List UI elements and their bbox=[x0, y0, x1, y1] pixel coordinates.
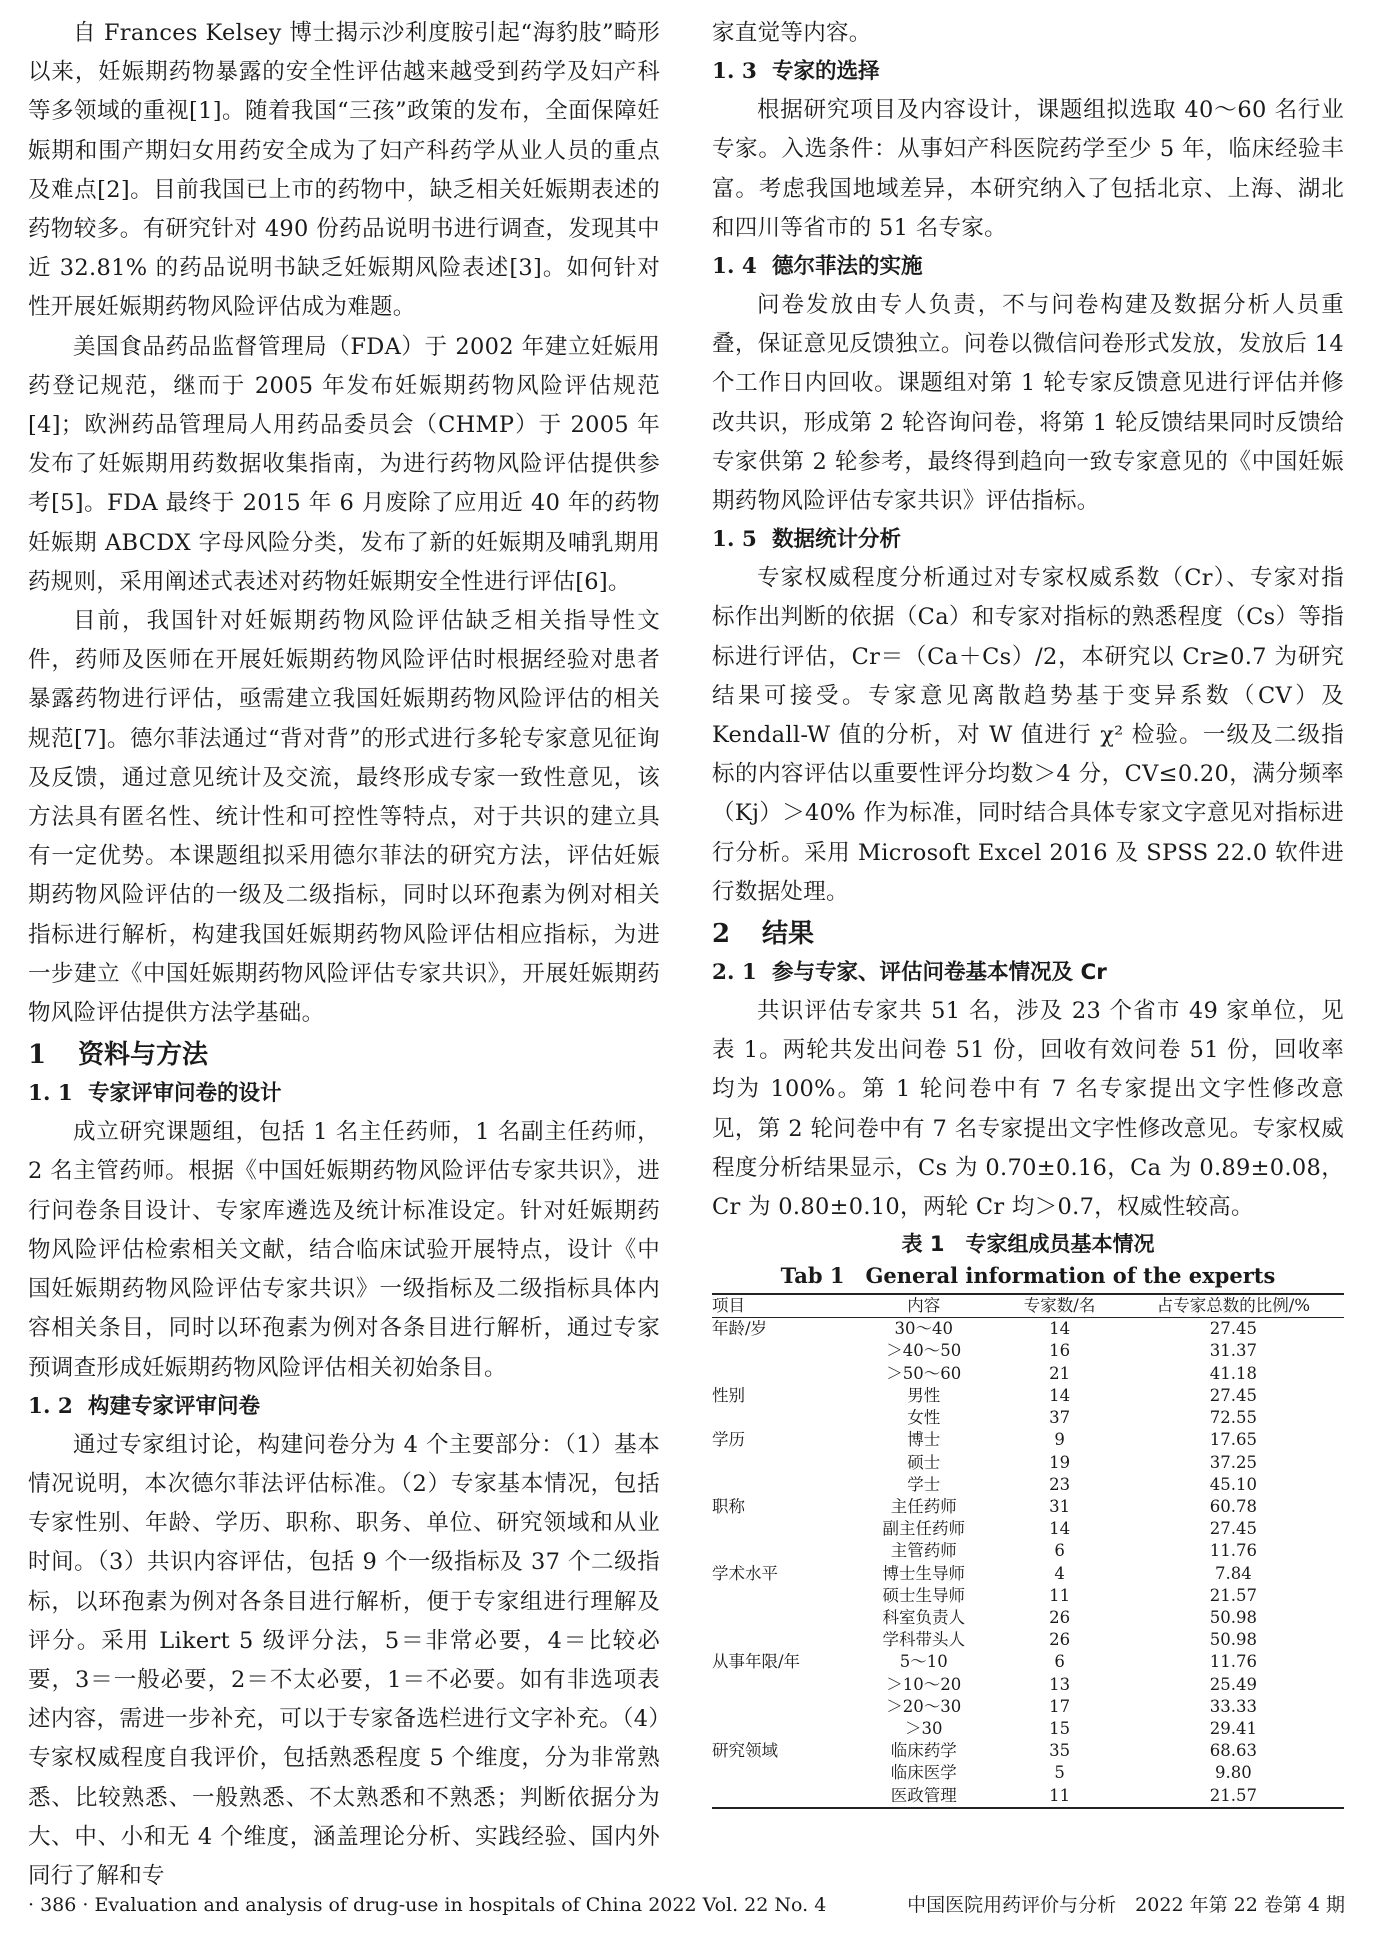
table-cell: 从事年限/年 bbox=[712, 1652, 801, 1672]
table-cell: 副主任药师 bbox=[882, 1519, 965, 1539]
table-cell: 21 bbox=[1049, 1363, 1071, 1383]
table-cell: 13 bbox=[1049, 1674, 1071, 1694]
subsection-1-3-paragraph: 根据研究项目及内容设计，课题组拟选取 40～60 名行业专家。入选条件：从事妇产科医院药学至少 5 年，临床经验丰富。考虑我国地域差异，本研究纳入了包括北京、上海、湖北和四川等省市的 51 名专家。 bbox=[712, 97, 1344, 241]
table-cell: 27.45 bbox=[1209, 1319, 1258, 1339]
table-cell: 26 bbox=[1049, 1630, 1071, 1650]
table-cell bbox=[712, 1607, 851, 1629]
table-header-row bbox=[712, 1294, 1344, 1318]
table-cell: 研究领域 bbox=[712, 1741, 778, 1761]
subsection-2-1-paragraph: 共识评估专家共 51 名，涉及 23 个省市 49 家单位，见表 1。两轮共发出问卷 51 份，回收有效问卷 51 份，回收率均为 100%。第 1 轮问卷中有 7 名专家提出文字性修改意见，第 2 轮问卷中有 7 名专家提出文字性修改意见。专家权威程度分析结果显示，Cs 为 0.70±0.16，Ca 为 0.89±0.08，Cr 为 0.80±0.10，两轮 Cr 均＞0.7，权威性较高。 bbox=[712, 998, 1344, 1221]
table-row bbox=[712, 1340, 1344, 1362]
subsection-1-2-heading bbox=[28, 1388, 660, 1426]
table-cell: 6 bbox=[1054, 1652, 1065, 1672]
subsection-number: 1. 5 bbox=[712, 527, 757, 553]
table-cell: 7.84 bbox=[1215, 1563, 1252, 1583]
table-cell bbox=[712, 1585, 851, 1607]
table-row bbox=[712, 1429, 1344, 1451]
subsection-number: 1. 4 bbox=[712, 254, 757, 280]
subsection-1-4-heading bbox=[712, 248, 1344, 286]
table-cell: 26 bbox=[1049, 1607, 1071, 1627]
right-column bbox=[712, 14, 1344, 1809]
continued-paragraph: 家直觉等内容。 bbox=[712, 20, 872, 46]
table-cell: 37.25 bbox=[1209, 1452, 1258, 1472]
intro-paragraph-2: 美国食品药品监督管理局（FDA）于 2002 年建立妊娠用药登记规范，继而于 2005 年发布妊娠期药物风险评估规范[4]；欧洲药品管理局人用药品委员会（CHMP）于 2005 年发布了妊娠期用药数据收集指南，为进行药物风险评估提供参考[5]。FDA 最终于 2015 年 6 月废除了应用近 40 年的药物妊娠期 ABCDX 字母风险分类，发布了新的妊娠期及哺乳期用药规则，采用阐述式表述对药物妊娠期安全性进行评估[6]。 bbox=[28, 333, 660, 595]
table-cell: 主任药师 bbox=[890, 1496, 957, 1516]
table-caption-english: Tab 1 General information of the experts bbox=[780, 1263, 1276, 1289]
section-number: 2 bbox=[712, 919, 731, 950]
subsection-number: 1. 1 bbox=[28, 1081, 73, 1107]
table-cell: 11 bbox=[1049, 1585, 1071, 1605]
table-cell: 17.65 bbox=[1209, 1430, 1258, 1450]
table-cell: 性别 bbox=[712, 1385, 745, 1405]
table-row bbox=[712, 1696, 1344, 1718]
table-cell: 11.76 bbox=[1209, 1652, 1258, 1672]
subsection-number: 1. 3 bbox=[712, 59, 757, 85]
table-cell: 14 bbox=[1049, 1519, 1071, 1539]
table-cell: 临床医学 bbox=[890, 1763, 957, 1783]
table-cell: 14 bbox=[1049, 1319, 1071, 1339]
subsection-1-2-paragraph: 通过专家组讨论，构建问卷分为 4 个主要部分：（1）基本情况说明，本次德尔菲法评估标准。（2）专家基本情况，包括专家性别、年龄、学历、职称、职务、单位、研究领域和从业时间。（3）共识内容评估，包括 9 个一级指标及 37 个二级指标，以环孢素为例对各条目进行解析，便于专家组进行理解及评分。采用 Likert 5 级评分法，5＝非常必要，4＝比较必要，3＝一般必要，2＝不太必要，1＝不必要。如有非选项表述内容，需进一步补充，可以于专家备选栏进行文字补充。（4）专家权威程度自我评价，包括熟悉程度 5 个维度，分为非常熟悉、比较熟悉、一般熟悉、不太熟悉和不熟悉；判断依据分为大、中、小和无 4 个维度，涵盖理论分析、实践经验、国内外同行了解和专 bbox=[28, 1431, 660, 1889]
table-cell: 6 bbox=[1054, 1541, 1065, 1561]
table-cell bbox=[712, 1696, 851, 1718]
subsection-2-1-heading bbox=[712, 954, 1344, 992]
table-cell: 27.45 bbox=[1209, 1519, 1258, 1539]
table-cell: 37 bbox=[1049, 1408, 1071, 1428]
table-cell bbox=[712, 1540, 851, 1562]
table-row bbox=[712, 1740, 1344, 1762]
table-cell bbox=[712, 1363, 851, 1385]
table-cell: 4 bbox=[1054, 1563, 1065, 1583]
intro-paragraph-1: 自 Frances Kelsey 博士揭示沙利度胺引起“海豹肢”畸形以来，妊娠期药物暴露的安全性评估越来越受到药学及妇产科等多领域的重视[1]。随着我国“三孩”政策的发布，全面保障妊娠期和围产期妇女用药安全成为了妇产科药学从业人员的重点及难点[2]。目前我国已上市的药物中，缺乏相关妊娠期表述的药物较多。有研究针对 490 份药品说明书进行调查，发现其中近 32.81% 的药品说明书缺乏妊娠期风险表述[3]。如何针对性开展妊娠期药物风险评估成为难题。 bbox=[28, 20, 660, 321]
intro-paragraph-3: 目前，我国针对妊娠期药物风险评估缺乏相关指导性文件，药师及医师在开展妊娠期药物风险评估时根据经验对患者暴露药物进行评估，亟需建立我国妊娠期药物风险评估的相关规范[7]。德尔菲法通过“背对背”的形式进行多轮专家意见征询及反馈，通过意见统计及交流，最终形成专家一致性意见，该方法具有匿名性、统计性和可控性等特点，对于共识的建立具有一定优势。本课题组拟采用德尔菲法的研究方法，评估妊娠期药物风险评估的一级及二级指标，同时以环孢素为例对相关指标进行解析，构建我国妊娠期药物风险评估相应指标，为进一步建立《中国妊娠期药物风险评估专家共识》，开展妊娠期药物风险评估提供方法学基础。 bbox=[28, 608, 660, 1027]
table-header-cell: 内容 bbox=[907, 1296, 941, 1316]
table-row bbox=[712, 1318, 1344, 1341]
table-row bbox=[712, 1785, 1344, 1808]
table-cell: 职称 bbox=[712, 1496, 745, 1516]
table-cell: 33.33 bbox=[1209, 1696, 1258, 1716]
table-cell: 30～40 bbox=[894, 1319, 953, 1339]
table-body bbox=[712, 1318, 1344, 1808]
table-row bbox=[712, 1496, 1344, 1518]
table-row bbox=[712, 1674, 1344, 1696]
table-cell: 医政管理 bbox=[890, 1785, 957, 1805]
table-cell: 男性 bbox=[907, 1385, 941, 1405]
table-cell bbox=[712, 1452, 851, 1474]
table-cell: ＞20～30 bbox=[886, 1696, 962, 1716]
table-cell: 31.37 bbox=[1209, 1341, 1258, 1361]
table-cell bbox=[712, 1785, 851, 1808]
table-row bbox=[712, 1762, 1344, 1784]
table-cell bbox=[712, 1340, 851, 1362]
table-cell: 学科带头人 bbox=[882, 1630, 965, 1650]
footer-left: · 386 · Evaluation and analysis of drug-use in hospitals of China 2022 Vol. 22 No. 4 bbox=[28, 1894, 827, 1916]
table-cell: 25.49 bbox=[1209, 1674, 1258, 1694]
table-cell bbox=[712, 1407, 851, 1429]
expert-info-table bbox=[712, 1293, 1344, 1808]
section-2-heading bbox=[712, 914, 1344, 954]
section-1-heading bbox=[28, 1035, 660, 1075]
table-cell: 45.10 bbox=[1209, 1474, 1258, 1494]
table-cell: ＞40～50 bbox=[886, 1341, 962, 1361]
table-cell: 学术水平 bbox=[712, 1563, 778, 1583]
subsection-title: 参与专家、评估问卷基本情况及 Cr bbox=[772, 960, 1107, 986]
table-row bbox=[712, 1452, 1344, 1474]
table-cell: 学历 bbox=[712, 1430, 745, 1450]
table-row bbox=[712, 1474, 1344, 1496]
table-cell: 学士 bbox=[907, 1474, 941, 1494]
subsection-number: 2. 1 bbox=[712, 960, 757, 986]
table-cell: 21.57 bbox=[1209, 1785, 1258, 1805]
section-number: 1 bbox=[28, 1040, 47, 1071]
table-cell: 50.98 bbox=[1209, 1630, 1258, 1650]
subsection-title: 专家的选择 bbox=[772, 59, 880, 85]
table-cell: 15 bbox=[1049, 1718, 1071, 1738]
table-cell: 16 bbox=[1049, 1341, 1071, 1361]
table-cell: 14 bbox=[1049, 1385, 1071, 1405]
table-cell: 临床药学 bbox=[890, 1741, 957, 1761]
table-cell: 41.18 bbox=[1209, 1363, 1258, 1383]
subsection-1-5-paragraph: 专家权威程度分析通过对专家权威系数（Cr）、专家对指标作出判断的依据（Ca）和专家对指标的熟悉程度（Cs）等指标进行评估，Cr＝（Ca＋Cs）/2，本研究以 Cr≥0.7 为研究结果可接受。专家意见离散趋势基于变异系数（CV）及 Kendall-W 值的分析，对 W 值进行 χ² 检验。一级及二级指标的内容评估以重要性评分均数＞4 分，CV≤0.20，满分频率（Kj）＞40% 作为标准，同时结合具体专家文字意见对指标进行分析。采用 Microsoft Excel 2016 及 SPSS 22.0 软件进行数据处理。 bbox=[712, 565, 1344, 905]
table-cell: 50.98 bbox=[1209, 1607, 1258, 1627]
table-cell bbox=[712, 1629, 851, 1651]
subsection-title: 专家评审问卷的设计 bbox=[88, 1081, 282, 1107]
section-title: 结果 bbox=[762, 919, 815, 950]
left-column bbox=[28, 14, 660, 1896]
table-cell: 72.55 bbox=[1209, 1408, 1258, 1428]
table-cell: 博士生导师 bbox=[882, 1563, 965, 1583]
table-cell: 主管药师 bbox=[890, 1541, 957, 1561]
table-row bbox=[712, 1718, 1344, 1740]
subsection-title: 数据统计分析 bbox=[772, 527, 902, 553]
section-title: 资料与方法 bbox=[78, 1040, 209, 1071]
table-row bbox=[712, 1585, 1344, 1607]
table-cell: 博士 bbox=[907, 1430, 941, 1450]
subsection-title: 构建专家评审问卷 bbox=[88, 1393, 261, 1419]
table-cell bbox=[712, 1718, 851, 1740]
table-row bbox=[712, 1651, 1344, 1673]
subsection-title: 德尔菲法的实施 bbox=[772, 254, 923, 280]
table-row bbox=[712, 1540, 1344, 1562]
table-header-cell: 占专家总数的比例/% bbox=[1156, 1296, 1311, 1316]
table-cell: 女性 bbox=[907, 1408, 941, 1428]
table-header-cell: 项目 bbox=[712, 1296, 745, 1316]
table-cell: 17 bbox=[1049, 1696, 1071, 1716]
footer-right: 中国医院用药评价与分析 2022 年第 22 卷第 4 期 bbox=[907, 1894, 1345, 1916]
table-row bbox=[712, 1607, 1344, 1629]
table-cell: 31 bbox=[1049, 1496, 1071, 1516]
subsection-number: 1. 2 bbox=[28, 1393, 73, 1419]
table-row bbox=[712, 1629, 1344, 1651]
table-cell: ＞30 bbox=[904, 1718, 943, 1738]
table-cell: 29.41 bbox=[1209, 1718, 1258, 1738]
table-row bbox=[712, 1563, 1344, 1585]
table-cell: 11 bbox=[1049, 1785, 1071, 1805]
table-cell bbox=[712, 1474, 851, 1496]
subsection-1-3-heading bbox=[712, 53, 1344, 91]
table-cell: 11.76 bbox=[1209, 1541, 1258, 1561]
table-cell: 23 bbox=[1049, 1474, 1071, 1494]
table-row bbox=[712, 1407, 1344, 1429]
table-cell bbox=[712, 1674, 851, 1696]
table-cell: 硕士 bbox=[907, 1452, 941, 1472]
table-row bbox=[712, 1385, 1344, 1407]
table-header-cell: 专家数/名 bbox=[1023, 1296, 1096, 1316]
table-cell: 68.63 bbox=[1209, 1741, 1258, 1761]
table-cell: 19 bbox=[1049, 1452, 1071, 1472]
subsection-1-4-paragraph: 问卷发放由专人负责，不与问卷构建及数据分析人员重叠，保证意见反馈独立。问卷以微信问卷形式发放，发放后 14 个工作日内回收。课题组对第 1 轮专家反馈意见进行评估并修改共识，形成第 2 轮咨询问卷，将第 1 轮反馈结果同时反馈给专家供第 2 轮参考，最终得到趋向一致专家意见的《中国妊娠期药物风险评估专家共识》评估指标。 bbox=[712, 292, 1344, 515]
table-row bbox=[712, 1518, 1344, 1540]
table-cell: 21.57 bbox=[1209, 1585, 1258, 1605]
table-cell: 35 bbox=[1049, 1741, 1071, 1761]
subsection-1-5-heading bbox=[712, 521, 1344, 559]
subsection-1-1-paragraph: 成立研究课题组，包括 1 名主任药师，1 名副主任药师，2 名主管药师。根据《中国妊娠期药物风险评估专家共识》，进行问卷条目设计、专家库遴选及统计标准设定。针对妊娠期药物风险评估检索相关文献，结合临床试验开展特点，设计《中国妊娠期药物风险评估专家共识》一级指标及二级指标具体内容相关条目，同时以环孢素为例对各条目进行解析，通过专家预调查形成妊娠期药物风险评估相关初始条目。 bbox=[28, 1119, 660, 1381]
table-cell: 5 bbox=[1054, 1763, 1065, 1783]
table-cell: 27.45 bbox=[1209, 1385, 1258, 1405]
table-cell bbox=[712, 1518, 851, 1540]
table-cell: ＞10～20 bbox=[886, 1674, 962, 1694]
table-cell: ＞50～60 bbox=[886, 1363, 962, 1383]
table-row bbox=[712, 1363, 1344, 1385]
subsection-1-1-heading bbox=[28, 1075, 660, 1113]
table-cell: 9.80 bbox=[1215, 1763, 1252, 1783]
table-cell: 硕士生导师 bbox=[882, 1585, 965, 1605]
table-cell: 60.78 bbox=[1209, 1496, 1258, 1516]
table-cell: 年龄/岁 bbox=[712, 1319, 768, 1339]
table-caption-chinese: 表 1 专家组成员基本情况 bbox=[901, 1232, 1155, 1257]
table-cell: 5～10 bbox=[899, 1652, 948, 1672]
table-cell: 9 bbox=[1054, 1430, 1065, 1450]
table-cell: 科室负责人 bbox=[882, 1607, 965, 1627]
table-cell bbox=[712, 1762, 851, 1784]
